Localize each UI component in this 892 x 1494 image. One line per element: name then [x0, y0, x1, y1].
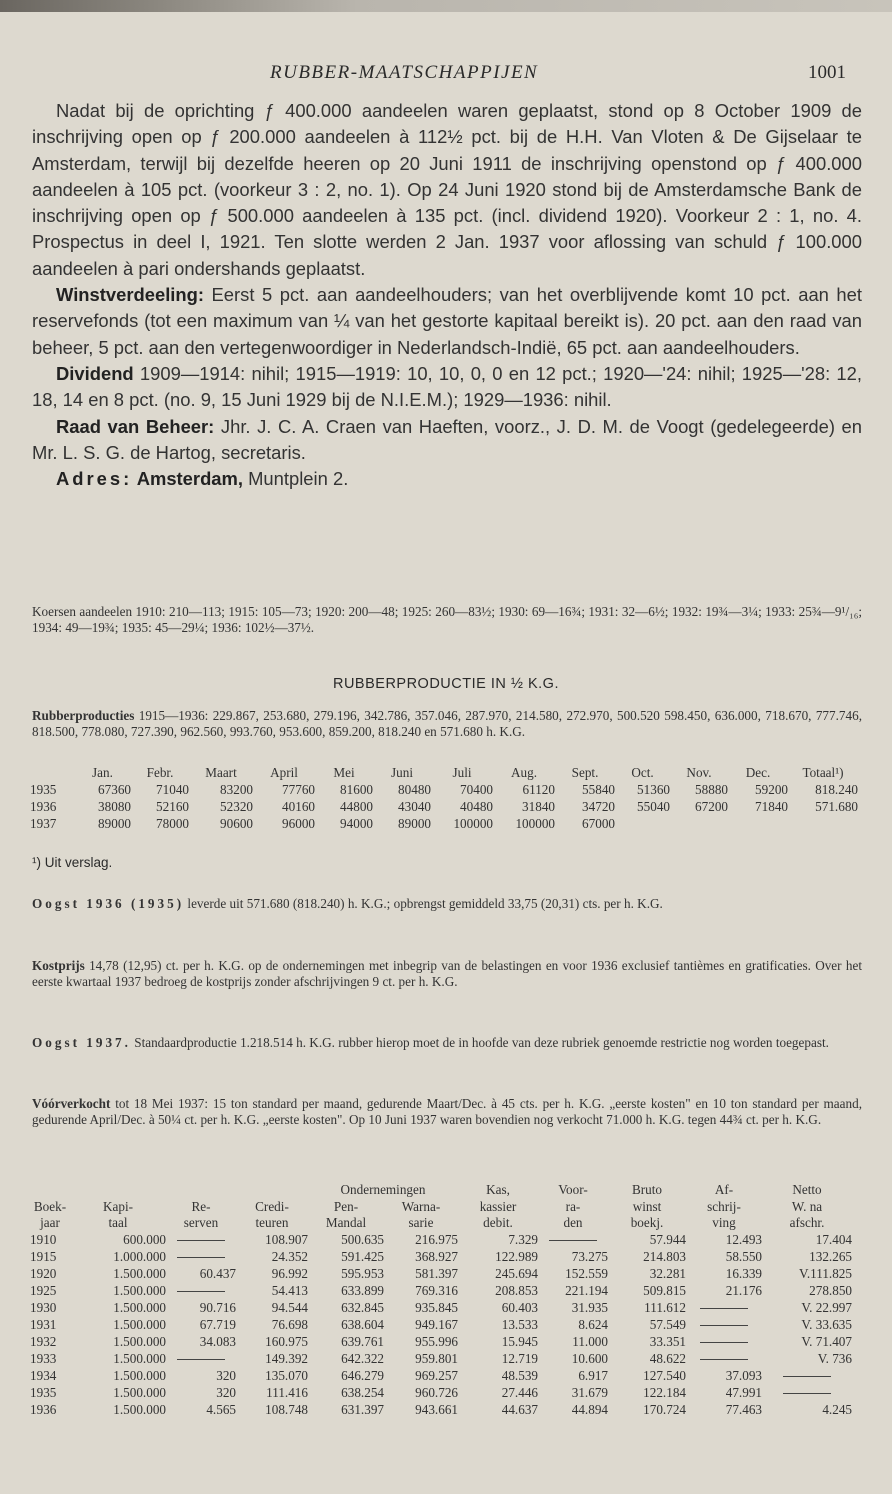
financial-header-cell: kassier — [479, 1198, 517, 1214]
financial-header-cell: Mandal — [325, 1215, 367, 1231]
monthly-value-cell: 67360 — [98, 781, 131, 797]
financial-year-cell: 1936 — [30, 1402, 57, 1417]
oogst-1937-label: Oogst 1937. — [32, 1035, 131, 1050]
financial-value-cell: 67.719 — [199, 1317, 236, 1332]
financial-header-cell: teuren — [255, 1215, 289, 1231]
financial-value-cell: 208.853 — [495, 1283, 538, 1298]
financial-value-cell: 959.801 — [415, 1351, 458, 1366]
oogst-1937-paragraph — [32, 1035, 862, 1051]
monthly-value-cell — [670, 815, 728, 832]
monthly-value-cell: 58880 — [695, 781, 728, 797]
financial-header-cell: Pen- — [333, 1198, 359, 1214]
financial-value-cell: 34.083 — [199, 1334, 236, 1349]
financial-value-cell: 108.748 — [265, 1402, 308, 1417]
financial-value-cell: 1.500.000 — [113, 1266, 166, 1281]
financial-header-cell: Boek- — [33, 1198, 67, 1214]
financial-value-cell: 90.716 — [199, 1300, 236, 1315]
running-title: RUBBER-MAATSCHAPPIJEN — [270, 62, 539, 83]
financial-value-cell: 31.935 — [571, 1300, 608, 1315]
financial-value-cell: 44.894 — [571, 1402, 608, 1417]
financial-value-cell: 633.899 — [341, 1283, 384, 1298]
financial-header-cell: Re- — [191, 1198, 211, 1214]
monthly-value-cell: 100000 — [515, 815, 555, 831]
financial-header-cell: Credi- — [255, 1198, 289, 1214]
monthly-col-header — [30, 764, 74, 781]
financial-header-cell: ra- — [565, 1198, 581, 1214]
financial-value-cell: 132.265 — [809, 1249, 852, 1264]
dividend-label: Dividend — [56, 362, 134, 384]
monthly-col-header: Juli — [452, 764, 472, 780]
financial-value-cell: 44.637 — [501, 1402, 538, 1417]
financial-year-cell: 1933 — [30, 1351, 57, 1366]
monthly-value-cell: 43040 — [398, 798, 431, 814]
monthly-value-cell: 571.680 — [815, 798, 858, 814]
financial-value-cell: 216.975 — [415, 1232, 458, 1247]
oogst-1936-text: leverde uit 571.680 (818.240) h. K.G.; opbrengst gemiddeld 33,75 (20,31) cts. per h. K.G. — [184, 896, 663, 911]
monthly-col-header: Nov. — [686, 764, 712, 780]
financial-row — [30, 1385, 852, 1402]
monthly-row — [30, 815, 858, 832]
financial-row — [30, 1266, 852, 1283]
financial-year-cell: 1920 — [30, 1266, 57, 1281]
financial-header-cell — [166, 1182, 236, 1199]
financial-value-cell: 320 — [216, 1368, 236, 1383]
financial-value-cell: 955.996 — [415, 1334, 458, 1349]
kostprijs-paragraph — [32, 958, 862, 989]
monthly-value-cell: 38080 — [98, 798, 131, 814]
financial-header-row — [30, 1182, 852, 1199]
history-paragraph: Nadat bij de oprichting ƒ 400.000 aandeelen waren geplaatst, stond op 8 October 1909 de inschrijving open op ƒ 200.000 aandeelen à 112½ pct. bij de H.H. Van Vloten & De Gijselaar te Amsterdam, terwijl bij dezelfde heeren op 20 Juni 1911 de inschrijving openstond op ƒ 400.000 aandeelen à 105 pct. (voorkeur 3 : 2, no. 1). Op 24 Juni 1920 stond bij de Amsterdamsche Bank de inschrijving open op ƒ 500.000 aandeelen à 135 pct. (incl. dividend 1920). Voorkeur 2 : 1, no. 4. Prospectus in deel I, 1921. Ten slotte werden 2 Jan. 1937 voor aflossing van schuld ƒ 100.000 aandeelen à pari ondershands geplaatst. — [32, 100, 862, 279]
financial-dash-cell — [686, 1317, 762, 1334]
financial-header-cell: jaar — [40, 1215, 60, 1231]
monthly-value-cell — [615, 815, 670, 832]
monthly-value-cell: 40480 — [460, 798, 493, 814]
monthly-year-cell: 1935 — [30, 781, 57, 797]
financial-value-cell: 16.339 — [725, 1266, 762, 1281]
financial-value-cell: 108.907 — [265, 1232, 308, 1247]
financial-value-cell: 152.559 — [565, 1266, 608, 1281]
oogst-1936-label: Oogst 1936 (1935) — [32, 896, 185, 911]
financial-header-cell: taal — [108, 1215, 128, 1231]
adres-city: Amsterdam, — [132, 468, 243, 490]
financial-dash-cell — [686, 1300, 762, 1317]
financial-year-cell: 1931 — [30, 1317, 57, 1332]
financial-value-cell: 1.500.000 — [113, 1283, 166, 1298]
financial-header-cell — [30, 1182, 70, 1199]
monthly-header-row — [30, 764, 858, 781]
financial-value-cell: 17.404 — [815, 1232, 852, 1247]
production-title: RUBBERPRODUCTIE IN ½ K.G. — [332, 676, 559, 692]
monthly-col-header: Totaal¹) — [802, 764, 844, 780]
financial-value-cell: V. 22.997 — [801, 1300, 852, 1315]
financial-row — [30, 1368, 852, 1385]
monthly-value-cell: 71840 — [755, 798, 788, 814]
financial-header-cell: Bruto — [631, 1182, 663, 1198]
monthly-value-cell: 83200 — [220, 781, 253, 797]
monthly-col-header: Mei — [333, 764, 355, 780]
financial-header-cell: boekj. — [630, 1215, 664, 1231]
financial-value-cell: 509.815 — [643, 1283, 686, 1298]
financial-value-cell: 24.352 — [271, 1249, 308, 1264]
monthly-value-cell: 70400 — [460, 781, 493, 797]
financial-value-cell: 500.635 — [341, 1232, 384, 1247]
financial-value-cell: 57.944 — [649, 1232, 686, 1247]
financial-header-cell: afschr. — [789, 1215, 825, 1231]
financial-row — [30, 1249, 852, 1266]
financial-row — [30, 1402, 852, 1419]
financial-dash-cell — [166, 1232, 236, 1249]
financial-year-cell: 1932 — [30, 1334, 57, 1349]
financial-dash-cell — [166, 1351, 236, 1368]
monthly-col-header: Aug. — [510, 764, 537, 780]
monthly-value-cell — [788, 815, 858, 832]
dash-rule — [177, 1291, 225, 1292]
voorverkocht-label: Vóórverkocht — [32, 1096, 111, 1111]
financial-header-cell: Af- — [714, 1182, 734, 1198]
financial-value-cell: 639.761 — [341, 1334, 384, 1349]
monthly-col-header: Jan. — [92, 764, 113, 780]
raad-label: Raad van Beheer: — [56, 415, 215, 437]
financial-value-cell: 149.392 — [265, 1351, 308, 1366]
financial-year-cell: 1934 — [30, 1368, 57, 1383]
monthly-col-header: Dec. — [745, 764, 771, 780]
oogst-1936-paragraph — [32, 896, 862, 912]
financial-value-cell: 631.397 — [341, 1402, 384, 1417]
dividend-paragraph — [32, 361, 862, 414]
financial-row — [30, 1334, 852, 1351]
financial-value-cell: 48.622 — [649, 1351, 686, 1366]
footnote: ¹) Uit verslag. — [32, 855, 113, 870]
monthly-value-cell: 818.240 — [815, 781, 858, 797]
monthly-value-cell: 96000 — [282, 815, 315, 831]
financial-value-cell: 47.991 — [725, 1385, 762, 1400]
monthly-value-cell: 78000 — [156, 815, 189, 831]
dash-rule — [177, 1257, 225, 1258]
financial-value-cell: 10.600 — [571, 1351, 608, 1366]
financial-value-cell: 646.279 — [341, 1368, 384, 1383]
financial-header-cell: W. na — [791, 1198, 823, 1214]
financial-value-cell: 8.624 — [578, 1317, 608, 1332]
financial-year-cell: 1925 — [30, 1283, 57, 1298]
financial-value-cell: 1.000.000 — [113, 1249, 166, 1264]
kostprijs-text: 14,78 (12,95) ct. per h. K.G. op de ondernemingen met inbegrip van de belastingen en voor 1936 exclusief tantièmes en gratificaties. Over het eerste kwartaal 1937 bedroeg de kostprijs zonder afschrijvingen 9 ct. per h. K.G. — [32, 958, 862, 989]
financial-header-cell: serven — [183, 1215, 219, 1231]
monthly-value-cell: 80480 — [398, 781, 431, 797]
financial-value-cell: 935.845 — [415, 1300, 458, 1315]
monthly-row — [30, 781, 858, 798]
monthly-value-cell — [728, 815, 788, 832]
monthly-col-header: Sept. — [571, 764, 599, 780]
financial-value-cell: V.111.825 — [799, 1266, 852, 1281]
dash-rule — [549, 1240, 597, 1241]
financial-value-cell: V. 33.635 — [801, 1317, 852, 1332]
financial-header-row — [30, 1215, 852, 1232]
financial-table — [30, 1182, 852, 1419]
financial-value-cell: 15.945 — [501, 1334, 538, 1349]
financial-value-cell: 127.540 — [643, 1368, 686, 1383]
financial-value-cell: 122.184 — [643, 1385, 686, 1400]
winstverdeeling-label: Winstverdeeling: — [56, 284, 205, 306]
financial-value-cell: 6.917 — [578, 1368, 608, 1383]
financial-value-cell: 94.544 — [271, 1300, 308, 1315]
financial-header-cell: schrij- — [707, 1198, 741, 1214]
financial-value-cell: 221.194 — [565, 1283, 608, 1298]
production-totals — [32, 708, 862, 739]
monthly-value-cell: 61120 — [522, 781, 555, 797]
financial-header-cell: debit. — [483, 1215, 513, 1231]
financial-value-cell: 31.679 — [571, 1385, 608, 1400]
financial-value-cell: 943.661 — [415, 1402, 458, 1417]
adres-street: Muntplein 2. — [243, 468, 349, 490]
financial-dash-cell — [166, 1283, 236, 1300]
monthly-value-cell: 77760 — [282, 781, 315, 797]
financial-header-row — [30, 1199, 852, 1216]
main-text — [32, 98, 862, 492]
monthly-production-table — [30, 764, 858, 832]
financial-header-cell: ving — [712, 1215, 736, 1231]
monthly-value-cell: 89000 — [98, 815, 131, 831]
financial-header-cell: Voor- — [558, 1182, 588, 1198]
financial-value-cell: 969.257 — [415, 1368, 458, 1383]
financial-value-cell: 170.724 — [643, 1402, 686, 1417]
winstverdeeling-paragraph — [32, 282, 862, 361]
dividend-text: 1909—1914: nihil; 1915—1919: 10, 10, 0, 0 en 12 pct.; 1920—'24: nihil; 1925—'28: 12, 18, 14 en 8 pct. (no. 9, 15 Juni 1929 bij de N.I.E.M.); 1929—1936: nihil. — [32, 362, 862, 411]
financial-value-cell: 76.698 — [271, 1317, 308, 1332]
dash-rule — [177, 1359, 225, 1360]
financial-header-cell: Ondernemingen — [340, 1182, 426, 1198]
dash-rule — [700, 1308, 748, 1309]
monthly-year-cell: 1937 — [30, 815, 57, 831]
financial-value-cell: 632.845 — [341, 1300, 384, 1315]
financial-value-cell: 638.254 — [341, 1385, 384, 1400]
financial-value-cell: 245.694 — [495, 1266, 538, 1281]
financial-value-cell: 581.397 — [415, 1266, 458, 1281]
dash-rule — [700, 1342, 748, 1343]
financial-value-cell: 960.726 — [415, 1385, 458, 1400]
financial-dash-cell — [762, 1368, 852, 1385]
financial-dash-cell — [538, 1232, 608, 1249]
financial-header-cell: Kas, — [486, 1182, 510, 1198]
oogst-1937-text: Standaardproductie 1.218.514 h. K.G. rubber hierop moet de in hoofde van deze rubriek genoemde restrictie nog worden toegepast. — [130, 1035, 829, 1050]
kostprijs-label: Kostprijs — [32, 958, 85, 973]
monthly-value-cell: 71040 — [156, 781, 189, 797]
monthly-year-cell: 1936 — [30, 798, 57, 814]
financial-header-cell: Kapi- — [102, 1198, 134, 1214]
monthly-col-header: Febr. — [146, 764, 174, 780]
dash-rule — [783, 1376, 831, 1377]
monthly-col-header: Juni — [391, 764, 413, 780]
financial-value-cell: 48.539 — [501, 1368, 538, 1383]
running-header — [0, 62, 892, 88]
financial-value-cell: 1.500.000 — [113, 1300, 166, 1315]
financial-value-cell: 111.416 — [266, 1385, 308, 1400]
monthly-value-cell: 81600 — [340, 781, 373, 797]
dash-rule — [700, 1325, 748, 1326]
financial-dash-cell — [166, 1249, 236, 1266]
monthly-row — [30, 798, 858, 815]
financial-value-cell: 1.500.000 — [113, 1368, 166, 1383]
financial-value-cell: 7.329 — [508, 1232, 538, 1247]
financial-value-cell: 214.803 — [643, 1249, 686, 1264]
financial-value-cell: 96.992 — [271, 1266, 308, 1281]
financial-value-cell: 58.550 — [725, 1249, 762, 1264]
financial-value-cell: 37.093 — [725, 1368, 762, 1383]
financial-value-cell: 27.446 — [501, 1385, 538, 1400]
financial-value-cell: 278.850 — [809, 1283, 852, 1298]
financial-row — [30, 1351, 852, 1368]
voorverkocht-paragraph — [32, 1096, 862, 1127]
financial-value-cell: 1.500.000 — [113, 1351, 166, 1366]
monthly-value-cell: 90600 — [220, 815, 253, 831]
voorverkocht-text: tot 18 Mei 1937: 15 ton standard per maand, gedurende Maart/Dec. à 45 cts. per h. K.G. „eerste kosten" en 10 ton standard per maand, gedurende April/Dec. à 50¼ ct. per h. K.G. „eerste kosten". Op 10 Juni 1937 waren bovendien nog verkocht 71.000 h. K.G. tegen 44¾ ct. per h. K.G. — [32, 1096, 862, 1127]
financial-value-cell: V. 71.407 — [801, 1334, 852, 1349]
financial-value-cell: 1.500.000 — [113, 1385, 166, 1400]
adres-label: Adres: — [56, 468, 133, 490]
financial-value-cell: 12.493 — [725, 1232, 762, 1247]
production-totals-label: Rubberproducties — [32, 708, 135, 723]
financial-value-cell: 54.413 — [271, 1283, 308, 1298]
financial-row — [30, 1283, 852, 1300]
monthly-col-header: April — [270, 764, 298, 780]
monthly-value-cell: 94000 — [340, 815, 373, 831]
financial-value-cell: 135.070 — [265, 1368, 308, 1383]
dash-rule — [700, 1359, 748, 1360]
financial-value-cell: 368.927 — [415, 1249, 458, 1264]
page-number: 1001 — [808, 62, 846, 83]
financial-value-cell: 12.719 — [501, 1351, 538, 1366]
financial-year-cell: 1910 — [30, 1232, 57, 1247]
financial-value-cell: V. 736 — [817, 1351, 852, 1366]
financial-value-cell: 638.604 — [341, 1317, 384, 1332]
financial-row — [30, 1232, 852, 1249]
financial-value-cell: 1.500.000 — [113, 1334, 166, 1349]
financial-value-cell: 949.167 — [415, 1317, 458, 1332]
financial-value-cell: 77.463 — [725, 1402, 762, 1417]
financial-value-cell: 60.437 — [199, 1266, 236, 1281]
dash-rule — [177, 1240, 225, 1241]
financial-value-cell: 60.403 — [501, 1300, 538, 1315]
financial-dash-cell — [686, 1334, 762, 1351]
monthly-value-cell: 55840 — [582, 781, 615, 797]
adres-paragraph — [32, 466, 862, 492]
financial-value-cell: 642.322 — [341, 1351, 384, 1366]
monthly-value-cell: 51360 — [637, 781, 670, 797]
financial-value-cell: 1.500.000 — [113, 1402, 166, 1417]
financial-value-cell: 1.500.000 — [113, 1317, 166, 1332]
raad-text: Jhr. J. C. A. Craen van Haeften, voorz., J. D. M. de Voogt (gedelegeerde) en Mr. L. S. G. de Hartog, secretaris. — [32, 415, 862, 463]
financial-value-cell: 122.989 — [495, 1249, 538, 1264]
monthly-value-cell: 52320 — [220, 798, 253, 814]
monthly-value-cell: 40160 — [282, 798, 315, 814]
monthly-col-header: Oct. — [631, 764, 654, 780]
financial-dash-cell — [686, 1351, 762, 1368]
monthly-value-cell: 67200 — [695, 798, 728, 814]
production-totals-text: 1915—1936: 229.867, 253.680, 279.196, 342.786, 357.046, 287.970, 214.580, 272.970, 500.520 598.450, 636.000, 718.670, 777.746, 818.500, 778.080, 727.390, 962.560, 993.760, 953.600, 859.200, 818.240 en 571.680 h. K.G. — [32, 708, 862, 739]
financial-value-cell: 160.975 — [265, 1334, 308, 1349]
financial-value-cell: 595.953 — [341, 1266, 384, 1281]
monthly-col-header: Maart — [205, 764, 237, 780]
financial-value-cell: 600.000 — [123, 1232, 166, 1247]
financial-value-cell: 591.425 — [341, 1249, 384, 1264]
monthly-value-cell: 59200 — [755, 781, 788, 797]
financial-year-cell: 1915 — [30, 1249, 57, 1264]
financial-value-cell: 33.351 — [649, 1334, 686, 1349]
financial-value-cell: 32.281 — [649, 1266, 686, 1281]
financial-value-cell: 21.176 — [725, 1283, 762, 1298]
koersen-text: Koersen aandeelen 1910: 210—113; 1915: 105—73; 1920: 200—48; 1925: 260—83½; 1930: 69—16¾; 1931: 32—6½; 1932: 19¾—3¼; 1933: 25¾—9¹/₁₆; 1934: 49—19¾; 1935: 45—29¼; 1936: 102½—37½. — [32, 604, 862, 635]
financial-row — [30, 1300, 852, 1317]
monthly-value-cell: 34720 — [582, 798, 615, 814]
winstverdeeling-text: Eerst 5 pct. aan aandeelhouders; van het overblijvende komt 10 pct. aan het reservefonds (tot een maximum van ¼ van het gestorte kapitaal bereikt is). 20 pct. aan den raad van beheer, 5 pct. aan den vertegenwoordiger in Nederlandsch-Indië, 65 pct. aan aandeelhouders. — [32, 284, 862, 358]
financial-row — [30, 1317, 852, 1334]
financial-value-cell: 4.245 — [822, 1402, 852, 1417]
monthly-value-cell: 52160 — [156, 798, 189, 814]
monthly-value-cell: 100000 — [453, 815, 493, 831]
financial-header-cell — [70, 1182, 166, 1199]
raad-paragraph — [32, 414, 862, 467]
financial-value-cell: 73.275 — [571, 1249, 608, 1264]
financial-value-cell: 11.000 — [572, 1334, 608, 1349]
financial-value-cell: 320 — [216, 1385, 236, 1400]
financial-year-cell: 1935 — [30, 1385, 57, 1400]
monthly-value-cell: 55040 — [637, 798, 670, 814]
financial-value-cell: 4.565 — [206, 1402, 236, 1417]
monthly-value-cell: 67000 — [582, 815, 615, 831]
dash-rule — [783, 1393, 831, 1394]
financial-header-cell: Netto — [792, 1182, 822, 1198]
financial-year-cell: 1930 — [30, 1300, 57, 1315]
financial-value-cell: 13.533 — [501, 1317, 538, 1332]
financial-value-cell: 57.549 — [649, 1317, 686, 1332]
financial-header-cell — [236, 1182, 308, 1199]
monthly-value-cell: 44800 — [340, 798, 373, 814]
financial-header-cell: winst — [632, 1198, 662, 1214]
financial-dash-cell — [762, 1385, 852, 1402]
financial-value-cell: 769.316 — [415, 1283, 458, 1298]
financial-header-cell: Warna- — [401, 1198, 441, 1214]
monthly-value-cell: 89000 — [398, 815, 431, 831]
financial-value-cell: 111.612 — [644, 1300, 686, 1315]
financial-header-cell: den — [563, 1215, 583, 1231]
financial-header-cell: sarie — [408, 1215, 434, 1231]
monthly-value-cell: 31840 — [522, 798, 555, 814]
